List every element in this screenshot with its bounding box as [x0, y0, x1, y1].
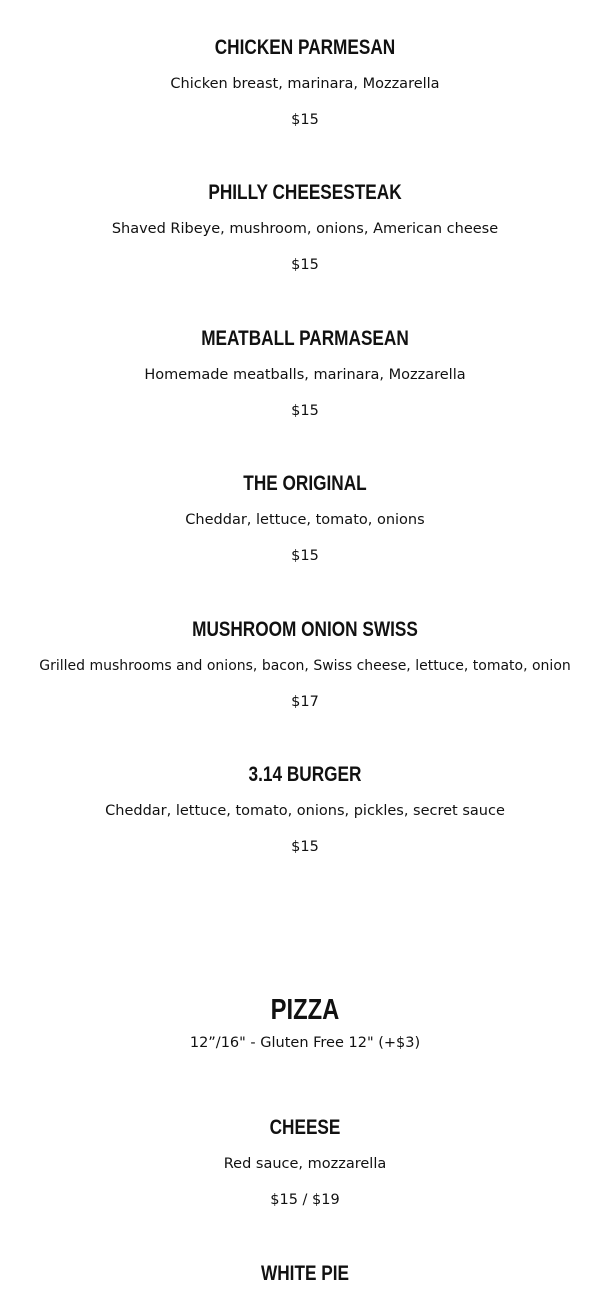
item-description: Shaved Ribeye, mushroom, onions, American cheese [111, 221, 499, 237]
item-description: Grilled mushrooms and onions, bacon, Swiss cheese, lettuce, tomato, onion [39, 658, 571, 674]
item-price: $15 [291, 112, 319, 128]
item-description: Cheddar, lettuce, tomato, onions, pickles, secret sauce [105, 803, 505, 819]
item-price: $15 [291, 257, 319, 273]
menu-item-3-14-burger [0, 762, 610, 857]
item-price: $17 [291, 694, 319, 710]
item-price: $15 [291, 403, 319, 419]
item-price: $15 / $19 [270, 1192, 340, 1208]
item-name: MEATBALL PARMASEAN [201, 327, 409, 350]
item-description: Homemade meatballs, marinara, Mozzarella [144, 367, 466, 383]
item-name: WHITE PIE [260, 1262, 350, 1285]
menu-item-cheese-pizza [0, 1115, 610, 1210]
item-description: Chicken breast, marinara, Mozzarella [170, 76, 440, 92]
item-description: Red sauce, mozzarella [223, 1156, 387, 1172]
item-name: CHICKEN PARMESAN [214, 36, 396, 59]
item-name: CHEESE [269, 1116, 341, 1139]
menu-item-the-original [0, 471, 610, 566]
menu-item-white-pie [0, 1261, 610, 1287]
section-title: PIZZA [270, 994, 340, 1026]
section-subtitle: 12”/16" - Gluten Free 12" (+$3) [189, 1035, 421, 1051]
item-name: MUSHROOM ONION SWISS [192, 618, 418, 641]
item-description: Cheddar, lettuce, tomato, onions [185, 512, 425, 528]
section-pizza [0, 993, 610, 1053]
item-price: $15 [291, 839, 319, 855]
menu-item-chicken-parmesan [0, 35, 610, 130]
item-price: $15 [291, 548, 319, 564]
item-name: 3.14 BURGER [248, 763, 362, 786]
menu-item-meatball-parmasean [0, 326, 610, 421]
item-name: THE ORIGINAL [243, 472, 367, 495]
item-name: PHILLY CHEESESTEAK [208, 181, 402, 204]
menu-item-philly-cheesesteak [0, 180, 610, 275]
menu-item-mushroom-onion-swiss [0, 617, 610, 712]
